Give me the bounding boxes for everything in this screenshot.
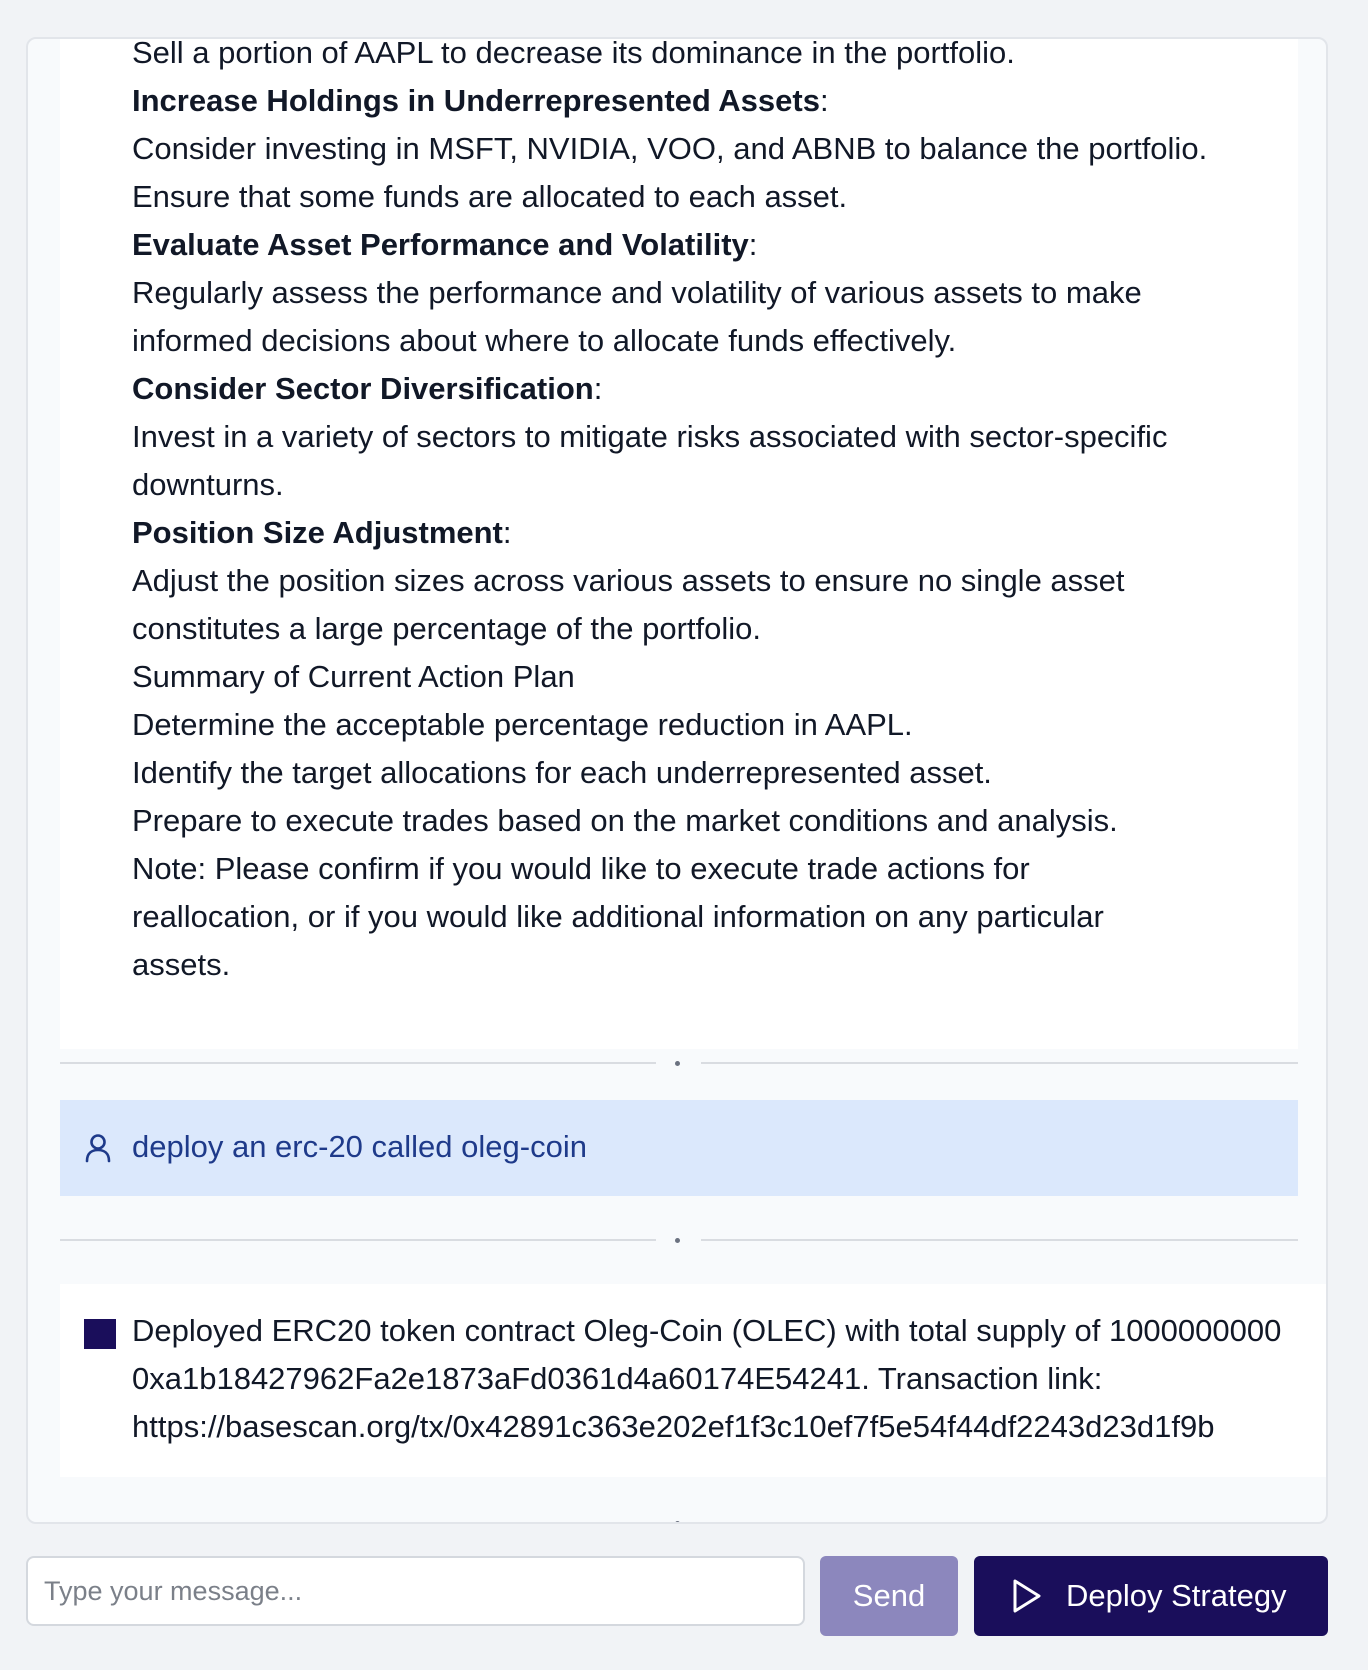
message-line: Invest in a variety of sectors to mitigate risks associated with sector-specific <box>132 419 1168 454</box>
heading-text: Position Size Adjustment <box>132 515 503 550</box>
user-message <box>60 1100 1298 1196</box>
message-line: constitutes a large percentage of the portfolio. <box>132 611 762 646</box>
transaction-link[interactable]: https://basescan.org/tx/0x42891c363e202ef1f3c10ef7f5e54f44df2243d23d1f9b <box>132 1409 1215 1444</box>
message-line: Ensure that some funds are allocated to each asset. <box>132 179 848 214</box>
assistant-message <box>60 37 1298 1049</box>
heading-text: Increase Holdings in Underrepresented Assets <box>132 83 820 118</box>
message-line: Adjust the position sizes across various assets to ensure no single asset <box>132 563 1125 598</box>
message-line: downturns. <box>132 467 284 502</box>
assistant-message-body <box>132 1307 1281 1451</box>
send-button[interactable]: Send <box>820 1556 958 1636</box>
heading-suffix: : <box>502 515 512 550</box>
message-heading <box>132 77 1298 125</box>
assistant-message <box>60 1284 1328 1477</box>
message-line: Summary of Current Action Plan <box>132 659 575 694</box>
message-line: Identify the target allocations for each underrepresented asset. <box>132 755 992 790</box>
message-heading <box>132 221 1298 269</box>
deploy-strategy-label: Deploy Strategy <box>1066 1578 1287 1613</box>
message-line: informed decisions about where to allocate funds effectively. <box>132 323 957 358</box>
message-line: Sell a portion of AAPL to decrease its dominance in the portfolio. <box>132 37 1015 70</box>
bot-icon <box>84 1319 116 1349</box>
message-separator <box>60 1232 1298 1248</box>
heading-text: Evaluate Asset Performance and Volatility <box>132 227 749 262</box>
message-line: assets. <box>132 947 231 982</box>
message-line: Consider investing in MSFT, NVIDIA, VOO, and ABNB to balance the portfolio. <box>132 131 1208 166</box>
contract-address: 0xa1b18427962Fa2e1873aFd0361d4a60174E54241. Transaction link: <box>132 1361 1103 1396</box>
message-line: Deployed ERC20 token contract Oleg-Coin (OLEC) with total supply of 1000000000 <box>132 1313 1282 1348</box>
message-input[interactable] <box>26 1556 805 1626</box>
message-heading <box>132 509 1298 557</box>
heading-text: Consider Sector Diversification <box>132 371 594 406</box>
message-line: Prepare to execute trades based on the market conditions and analysis. <box>132 803 1118 838</box>
message-heading <box>132 365 1298 413</box>
message-line: Note: Please confirm if you would like to execute trade actions for <box>132 851 1030 886</box>
composer <box>26 1556 1328 1637</box>
heading-suffix: : <box>819 83 829 118</box>
deploy-strategy-button[interactable] <box>974 1556 1328 1636</box>
user-message-text: deploy an erc-20 called oleg-coin <box>132 1129 587 1164</box>
message-separator <box>60 1055 1298 1071</box>
assistant-message-body <box>132 37 1298 989</box>
message-line: Regularly assess the performance and volatility of various assets to make <box>132 275 1142 310</box>
heading-suffix: : <box>748 227 758 262</box>
heading-suffix: : <box>593 371 603 406</box>
message-line: reallocation, or if you would like additional information on any particular <box>132 899 1104 934</box>
play-icon <box>1012 1579 1042 1613</box>
message-line: Determine the acceptable percentage reduction in AAPL. <box>132 707 913 742</box>
chat-panel[interactable] <box>26 37 1328 1524</box>
user-icon <box>84 1133 112 1163</box>
message-separator <box>60 1515 1298 1524</box>
